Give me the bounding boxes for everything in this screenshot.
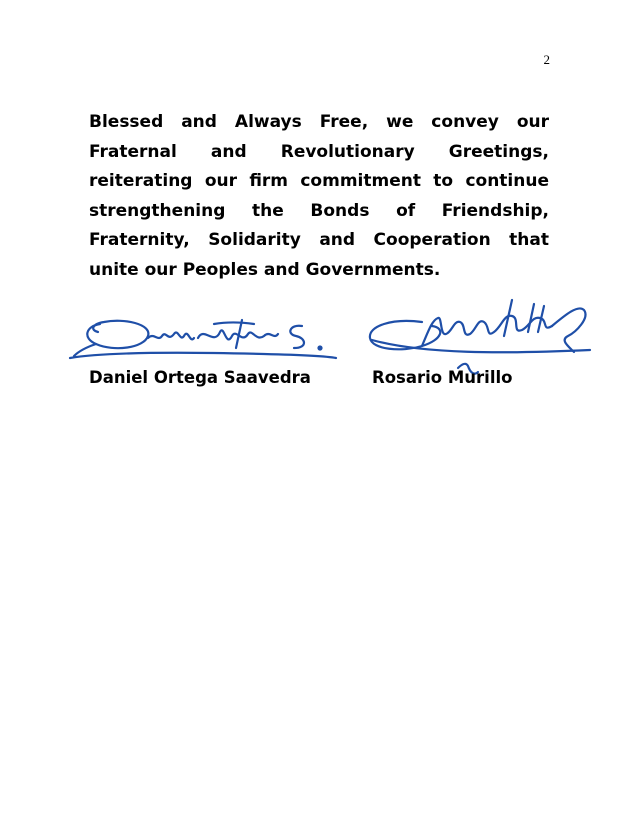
letter-body: Blessed and Always Free, we convey our Fraternal and Revolutionary Greetings, reiterating our firm commitment to continue strengthening the Bonds of Friendship, Fraternity, Solidarity and Cooperation that unite our Peoples and Governments. <box>89 112 549 280</box>
signatory-name-murillo: Rosario Murillo <box>372 368 513 387</box>
signatory-name-ortega: Daniel Ortega Saavedra <box>89 368 311 387</box>
signature-ortega <box>64 308 344 368</box>
page-number: 2 <box>543 52 550 67</box>
